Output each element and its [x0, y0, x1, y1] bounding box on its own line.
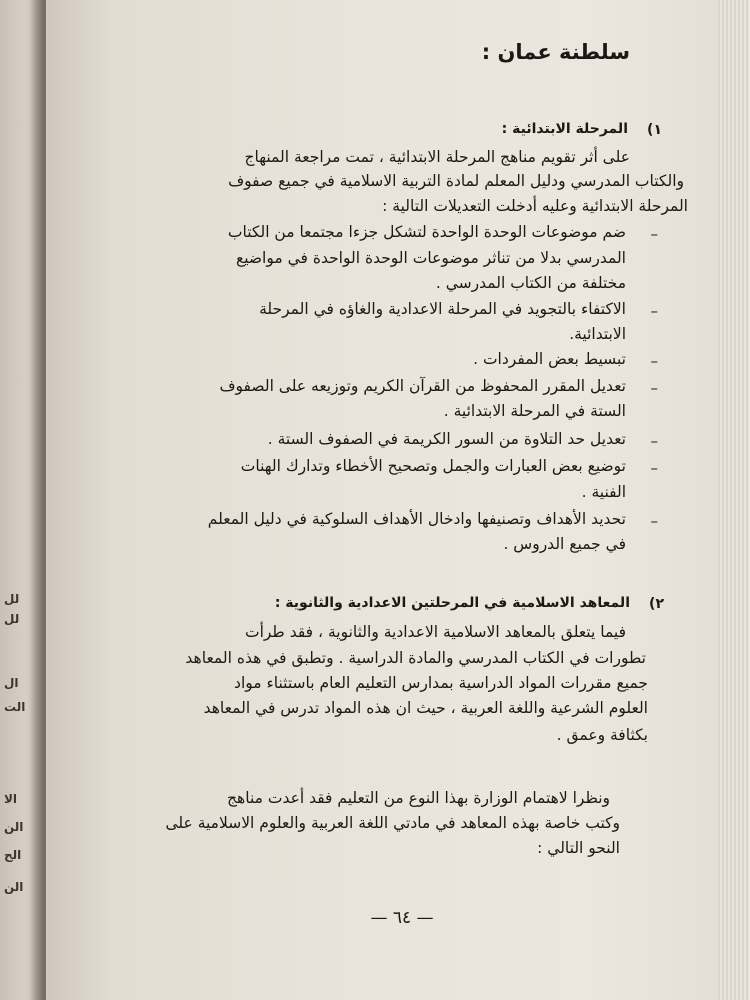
section-2-paragraph-line: العلوم الشرعية واللغة العربية ، حيث ان هذه المواد تدرس في المعاهد — [203, 699, 648, 717]
section-2-paragraph-line: النحو التالي : — [537, 839, 620, 857]
bullet-item-line: توضيع بعض العبارات والجمل وتصحيح الأخطاء وتدارك الهنات — [240, 457, 626, 475]
bullet-item-line: الاكتفاء بالتجويد في المرحلة الاعدادية والغاؤه في المرحلة — [259, 300, 626, 318]
bullet-dash: – — [650, 302, 658, 320]
section-2-paragraph-line: بكثافة وعمق . — [556, 726, 648, 744]
bullet-dash: – — [650, 512, 658, 530]
section-2-number: ٢) — [649, 596, 664, 612]
left-page-fragment: الن — [4, 880, 24, 894]
left-page-fragment: الت — [4, 700, 26, 714]
bullet-item-line: الستة في المرحلة الابتدائية . — [443, 402, 626, 420]
book-page — [46, 0, 718, 1000]
bullet-item-line: الفنية . — [581, 483, 626, 501]
bullet-dash: – — [650, 459, 658, 477]
bullet-dash: – — [650, 352, 658, 370]
section-1-heading: المرحلة الابتدائية : — [501, 121, 628, 137]
section-1-intro-line: المرحلة الابتدائية وعليه أدخلت التعديلات التالية : — [382, 197, 688, 215]
bullet-dash: – — [650, 432, 658, 450]
left-page-fragment: الح — [4, 848, 22, 862]
left-page-fragment: ال — [4, 676, 19, 690]
bullet-item-line: تعديل المقرر المحفوظ من القرآن الكريم وتوزيعه على الصفوف — [219, 377, 626, 395]
left-page-fragment: لل — [4, 612, 20, 626]
left-page-fragment: الا — [4, 792, 18, 806]
bullet-item-line: مختلفة من الكتاب المدرسي . — [435, 274, 626, 292]
page-number-row — [46, 908, 718, 928]
section-2-paragraph-line: جميع مقررات المواد الدراسية بمدارس التعليم العام باستثناء مواد — [234, 674, 648, 692]
bullet-dash: – — [650, 225, 658, 243]
section-1-intro-line: على أثر تقويم مناهج المرحلة الابتدائية ، تمت مراجعة المنهاج — [244, 148, 630, 166]
section-2-heading: المعاهد الاسلامية في المرحلتين الاعدادية والثانوية : — [274, 595, 630, 611]
bullet-item-line: تعديل حد التلاوة من السور الكريمة في الصفوف الستة . — [267, 430, 626, 448]
bullet-item-line: ضم موضوعات الوحدة الواحدة لتشكل جزءا مجتمعا من الكتاب — [227, 223, 626, 241]
bullet-item-line: تحديد الأهداف وتصنيفها وادخال الأهداف السلوكية في دليل المعلم — [207, 510, 626, 528]
section-1-intro-line: والكتاب المدرسي ودليل المعلم لمادة التربية الاسلامية في جميع صفوف — [228, 172, 684, 190]
bullet-item-line: الابتدائية. — [569, 325, 626, 343]
left-page-fragment: لل — [4, 592, 20, 606]
bullet-item-line: في جميع الدروس . — [503, 535, 626, 553]
section-2-paragraph-line: ونظرا لاهتمام الوزارة بهذا النوع من التعليم فقد أعدت مناهج — [227, 789, 610, 807]
page-title: سلطنة عمان : — [481, 40, 630, 64]
bullet-item-line: المدرسي بدلا من تناثر موضوعات الوحدة الواحدة في مواضيع — [235, 249, 626, 267]
page-number: — ٦٤ — — [370, 908, 434, 928]
section-2-paragraph-line: تطورات في الكتاب المدرسي والمادة الدراسية . وتطبق في هذه المعاهد — [185, 649, 646, 667]
bullet-item-line: تبسيط بعض المفردات . — [473, 350, 626, 368]
section-2-paragraph-line: وكتب خاصة بهذه المعاهد في مادتي اللغة العربية والعلوم الاسلامية على — [165, 814, 620, 832]
section-1-number: ١) — [647, 122, 662, 138]
left-page-fragment: الن — [4, 820, 24, 834]
section-2-paragraph-line: فيما يتعلق بالمعاهد الاسلامية الاعدادية والثانوية ، فقد طرأت — [244, 623, 626, 641]
bullet-dash: – — [650, 379, 658, 397]
